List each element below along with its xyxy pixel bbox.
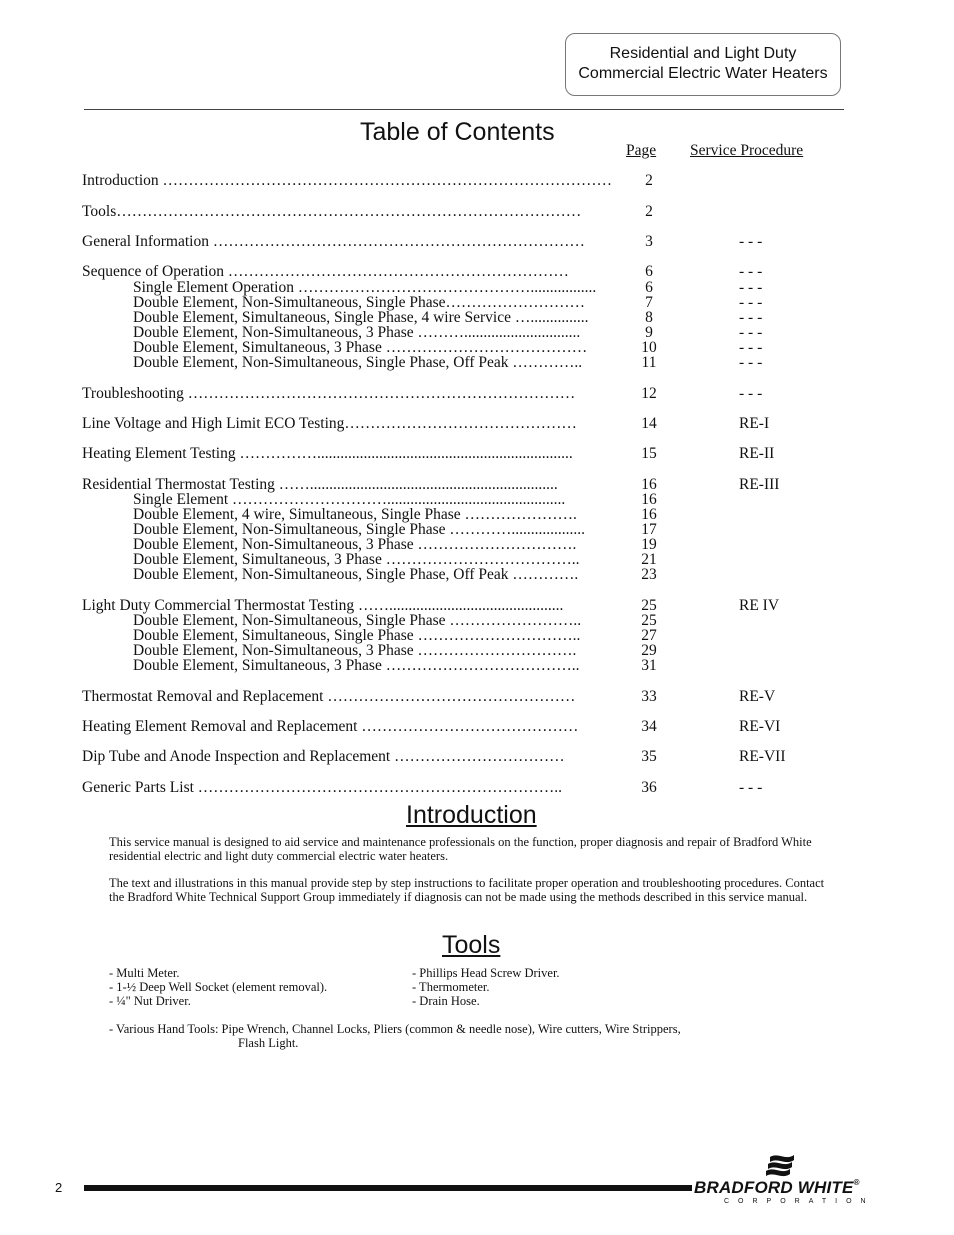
header-divider bbox=[84, 109, 844, 110]
tool-item: - ¼" Nut Driver. bbox=[109, 994, 191, 1008]
toc-entry-page: 6 bbox=[645, 279, 653, 296]
toc-entry-page: 16 bbox=[641, 491, 657, 508]
toc-entry-thermostat-removal[interactable] bbox=[82, 689, 630, 705]
toc-entry-page: 2 bbox=[645, 172, 653, 189]
logo-corporation: CORPORATION bbox=[724, 1198, 875, 1205]
logo-wordmark bbox=[694, 1178, 860, 1198]
toc-subentry[interactable] bbox=[133, 643, 630, 659]
introduction-paragraph-2: The text and illustrations in this manual provide step by step instructions to facilitate proper operation and troubleshooting procedures. Contact the Bradford White Technical Support Group immediately if diagnosis can not be made using the methods described in this service manual. bbox=[109, 876, 825, 905]
toc-entry-page: 33 bbox=[641, 688, 657, 705]
toc-entry-service: - - - bbox=[739, 294, 763, 311]
toc-title: Table of Contents bbox=[360, 118, 555, 146]
toc-entry-page: 34 bbox=[641, 718, 657, 735]
toc-entry-label: Double Element, Non-Simultaneous, 3 Phase ……….............................. bbox=[133, 325, 581, 341]
toc-entry-label: General Information ……………………………………………………………… bbox=[82, 234, 585, 250]
introduction-paragraph-1: This service manual is designed to aid service and maintenance professionals on the function, proper diagnosis and repair of Bradford White residential electric and light duty commercial electric water heaters. bbox=[109, 835, 812, 864]
toc-entry-service: - - - bbox=[739, 339, 763, 356]
toc-subentry[interactable] bbox=[133, 552, 630, 568]
toc-entry-service: - - - bbox=[739, 385, 763, 402]
toc-entry-page: 25 bbox=[641, 612, 657, 629]
toc-entry-label: Heating Element Removal and Replacement …………………………………… bbox=[82, 719, 579, 735]
toc-entry-label: Heating Element Testing …………….................................................................. bbox=[82, 446, 573, 462]
toc-subentry[interactable] bbox=[133, 567, 630, 583]
toc-entry-label: Single Element Operation ………………………………………................. bbox=[133, 280, 597, 296]
toc-entry-heating-element-testing[interactable] bbox=[82, 446, 630, 462]
toc-entry-label: Double Element, Non-Simultaneous, 3 Phase …………………………. bbox=[133, 643, 577, 659]
toc-entry-sequence-of-operation[interactable] bbox=[82, 264, 630, 280]
toc-entry-residential-thermostat-testing[interactable] bbox=[82, 477, 630, 493]
toc-entry-page: 17 bbox=[641, 521, 657, 538]
toc-entry-label: Introduction …………………………………………………………………………… bbox=[82, 173, 612, 189]
toc-entry-generic-parts-list[interactable] bbox=[82, 780, 630, 796]
toc-entry-line-voltage[interactable] bbox=[82, 416, 630, 432]
tools-heading: Tools bbox=[442, 931, 501, 959]
toc-entry-label: Sequence of Operation ………………………………………………………… bbox=[82, 264, 569, 280]
toc-entry-page: 36 bbox=[641, 779, 657, 796]
toc-entry-heating-element-removal[interactable] bbox=[82, 719, 630, 735]
toc-entry-label: Double Element, Non-Simultaneous, Single Phase……………………… bbox=[133, 295, 586, 311]
toc-entry-label: Single Element ………………………….............................................. bbox=[133, 492, 566, 508]
toc-subentry[interactable] bbox=[133, 340, 630, 356]
toc-entry-service: RE-III bbox=[739, 476, 780, 493]
toc-entry-page: 21 bbox=[641, 551, 657, 568]
toc-subentry[interactable] bbox=[133, 492, 630, 508]
toc-subentry[interactable] bbox=[133, 325, 630, 341]
toc-service-header: Service Procedure bbox=[690, 142, 804, 159]
toc-entry-light-duty-thermostat-testing[interactable] bbox=[82, 598, 630, 614]
toc-entry-page: 31 bbox=[641, 657, 657, 674]
toc-entry-page: 15 bbox=[641, 445, 657, 462]
toc-subentry[interactable] bbox=[133, 295, 630, 311]
logo-trademark: ® bbox=[853, 1178, 860, 1187]
toc-entry-label: Tools……………………………………………………………………………… bbox=[82, 204, 582, 220]
toc-entry-label: Double Element, Simultaneous, Single Phase, 4 wire Service …............... bbox=[133, 310, 589, 326]
toc-entry-service: - - - bbox=[739, 779, 763, 796]
header-line-1: Residential and Light Duty bbox=[609, 45, 797, 62]
toc-entry-service: - - - bbox=[739, 354, 763, 371]
toc-subentry[interactable] bbox=[133, 310, 630, 326]
toc-entry-label: Double Element, Simultaneous, 3 Phase ……………………………….. bbox=[133, 658, 580, 674]
toc-subentry[interactable] bbox=[133, 507, 630, 523]
toc-entry-service: - - - bbox=[739, 309, 763, 326]
toc-subentry[interactable] bbox=[133, 658, 630, 674]
toc-entry-service: RE-II bbox=[739, 445, 775, 462]
toc-entry-page: 9 bbox=[645, 324, 653, 341]
toc-subentry[interactable] bbox=[133, 280, 630, 296]
toc-entry-page: 23 bbox=[641, 566, 657, 583]
footer-rule bbox=[84, 1185, 692, 1191]
toc-entry-page: 7 bbox=[645, 294, 653, 311]
logo-text: BRADFORD WHITE bbox=[694, 1178, 854, 1197]
tool-various-line-2: Flash Light. bbox=[238, 1036, 299, 1050]
toc-subentry[interactable] bbox=[133, 628, 630, 644]
toc-entry-page: 10 bbox=[641, 339, 657, 356]
toc-entry-page: 12 bbox=[641, 385, 657, 402]
tool-various-line-1: - Various Hand Tools: Pipe Wrench, Channel Locks, Pliers (common & needle nose), Wire cutters, Wire Strippers, bbox=[109, 1022, 681, 1036]
toc-entry-label: Generic Parts List …………………………………………………………….. bbox=[82, 780, 563, 796]
toc-entry-page: 35 bbox=[641, 748, 657, 765]
toc-entry-label: Double Element, Simultaneous, 3 Phase ……………………………….. bbox=[133, 552, 580, 568]
tool-item: - Multi Meter. bbox=[109, 966, 180, 980]
toc-entry-page: 25 bbox=[641, 597, 657, 614]
toc-entry-page: 14 bbox=[641, 415, 657, 432]
tool-item: - Thermometer. bbox=[412, 980, 490, 994]
toc-entry-label: Double Element, Non-Simultaneous, Single Phase …………………….. bbox=[133, 613, 582, 629]
toc-entry-page: 16 bbox=[641, 506, 657, 523]
toc-entry-page: 16 bbox=[641, 476, 657, 493]
toc-entry-label: Double Element, Non-Simultaneous, Single Phase, Off Peak ………….. bbox=[133, 355, 583, 371]
toc-entry-page: 29 bbox=[641, 642, 657, 659]
toc-entry-general-information[interactable] bbox=[82, 234, 630, 250]
toc-entry-service: RE-VII bbox=[739, 748, 786, 765]
toc-subentry[interactable] bbox=[133, 355, 630, 371]
toc-entry-label: Dip Tube and Anode Inspection and Replacement …………………………… bbox=[82, 749, 565, 765]
introduction-heading: Introduction bbox=[406, 801, 537, 829]
bradford-white-logo bbox=[694, 1152, 875, 1212]
toc-entry-page: 3 bbox=[645, 233, 653, 250]
toc-entry-page: 8 bbox=[645, 309, 653, 326]
toc-entry-page: 6 bbox=[645, 263, 653, 280]
toc-entry-label: Double Element, Non-Simultaneous, 3 Phase …………………………. bbox=[133, 537, 577, 553]
toc-entry-label: Residential Thermostat Testing ……................................................................ bbox=[82, 477, 558, 493]
toc-entry-label: Double Element, Simultaneous, Single Phase ………………………….. bbox=[133, 628, 581, 644]
toc-entry-page: 27 bbox=[641, 627, 657, 644]
tool-item: - Phillips Head Screw Driver. bbox=[412, 966, 560, 980]
tool-item: - Drain Hose. bbox=[412, 994, 480, 1008]
flag-logo-icon bbox=[764, 1152, 800, 1180]
toc-entry-service: RE-I bbox=[739, 415, 770, 432]
toc-entry-page: 2 bbox=[645, 203, 653, 220]
toc-entry-introduction[interactable] bbox=[82, 173, 630, 189]
toc-entry-service: - - - bbox=[739, 324, 763, 341]
toc-entry-troubleshooting[interactable] bbox=[82, 386, 630, 402]
toc-entry-service: - - - bbox=[739, 263, 763, 280]
tool-item: - 1-½ Deep Well Socket (element removal). bbox=[109, 980, 328, 994]
toc-entry-page: 19 bbox=[641, 536, 657, 553]
header-line-2: Commercial Electric Water Heaters bbox=[578, 65, 828, 82]
toc-subentry[interactable] bbox=[133, 613, 630, 629]
toc-entry-service: RE-VI bbox=[739, 718, 781, 735]
toc-entry-dip-tube[interactable] bbox=[82, 749, 630, 765]
toc-entry-label: Double Element, 4 wire, Simultaneous, Single Phase …………………. bbox=[133, 507, 577, 523]
toc-entry-service: RE-V bbox=[739, 688, 776, 705]
toc-entry-label: Light Duty Commercial Thermostat Testing ……............................................. bbox=[82, 598, 564, 614]
toc-entry-service: RE IV bbox=[739, 597, 780, 614]
toc-subentry[interactable] bbox=[133, 522, 630, 538]
toc-entry-label: Line Voltage and High Limit ECO Testing……………………………………… bbox=[82, 416, 577, 432]
toc-subentry[interactable] bbox=[133, 537, 630, 553]
toc-entry-tools[interactable] bbox=[82, 204, 630, 220]
toc-entry-label: Troubleshooting ………………………………………………………………… bbox=[82, 386, 576, 402]
toc-entry-page: 11 bbox=[641, 354, 657, 371]
toc-entry-label: Double Element, Non-Simultaneous, Single Phase …………................... bbox=[133, 522, 586, 538]
toc-page-header: Page bbox=[626, 142, 657, 159]
document-header-box bbox=[565, 33, 841, 96]
toc-entry-service: - - - bbox=[739, 233, 763, 250]
page-number: 2 bbox=[55, 1180, 63, 1195]
toc-entry-label: Double Element, Simultaneous, 3 Phase ………………………………… bbox=[133, 340, 588, 356]
toc-entry-label: Double Element, Non-Simultaneous, Single Phase, Off Peak …………. bbox=[133, 567, 579, 583]
toc-entry-service: - - - bbox=[739, 279, 763, 296]
toc-entry-label: Thermostat Removal and Replacement ………………………………………… bbox=[82, 689, 576, 705]
